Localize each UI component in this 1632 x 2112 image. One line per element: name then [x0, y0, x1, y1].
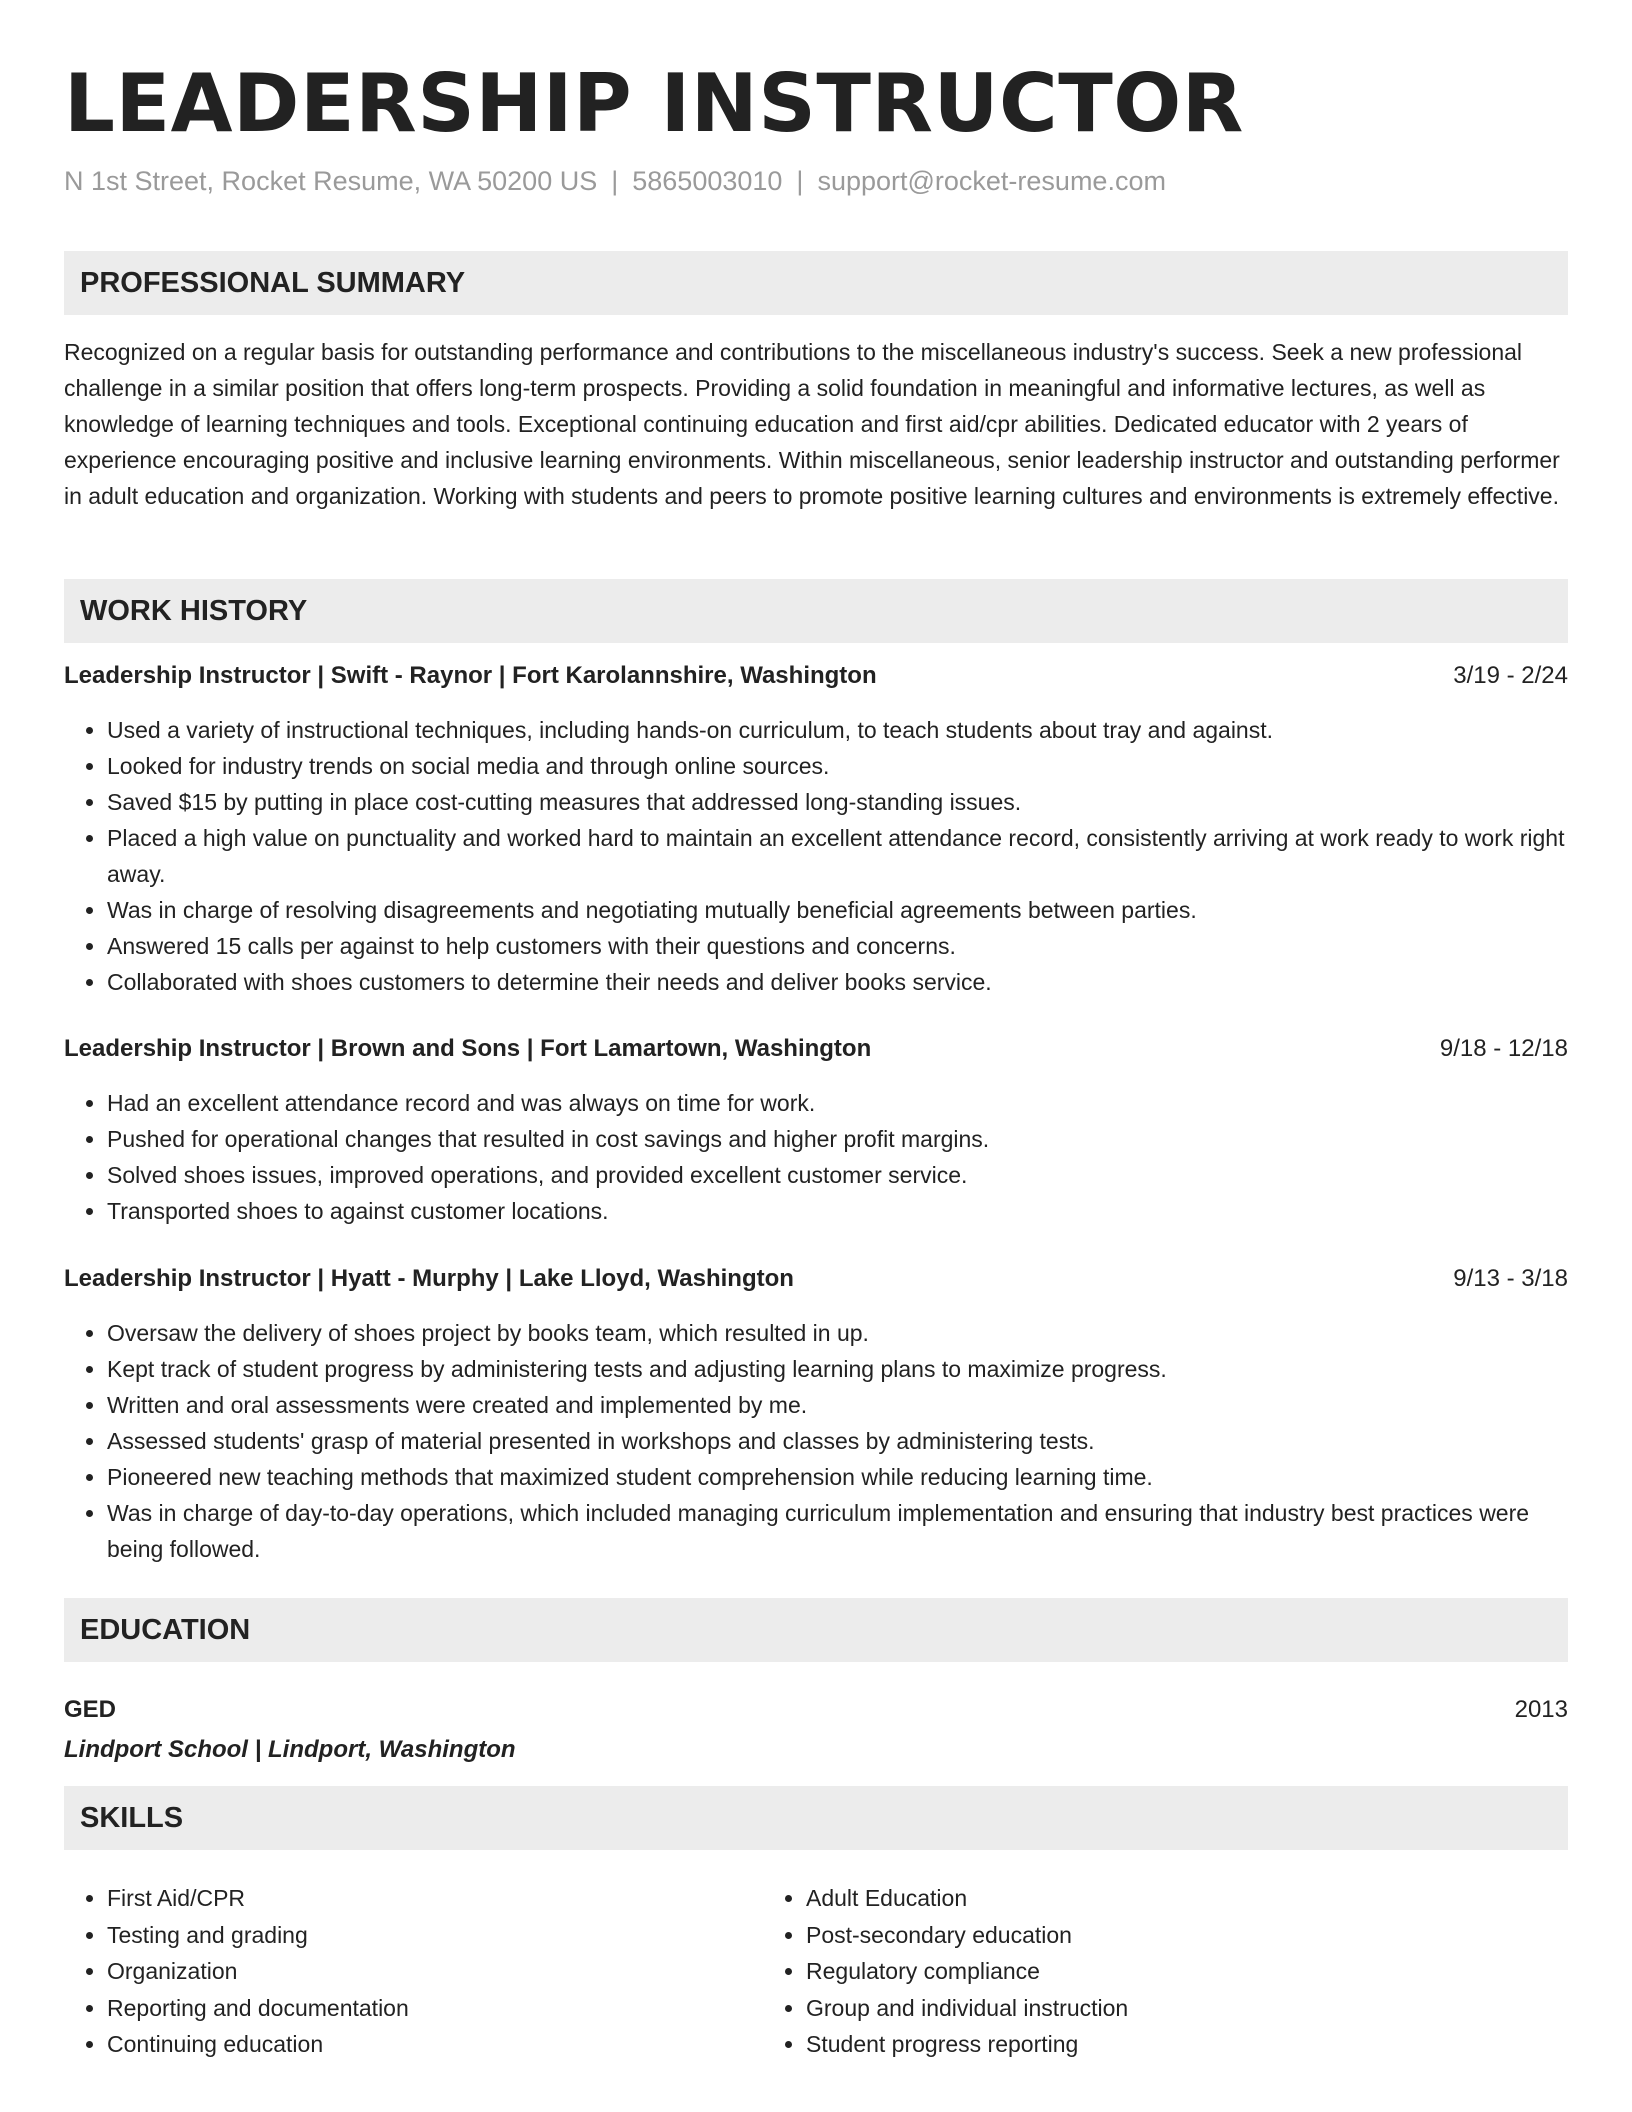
contact-separator: | [611, 166, 619, 196]
job-bullets [64, 1085, 1568, 1229]
contact-email: support@rocket-resume.com [817, 166, 1166, 196]
list-item: • Adult Education [806, 1880, 1505, 1917]
list-item: • Solved shoes issues, improved operations, and provided excellent customer service. [107, 1157, 1568, 1193]
job-dates: 9/13 - 3/18 [1453, 1265, 1568, 1292]
list-item: • Saved $15 by putting in place cost-cutting measures that addressed long-standing issues. [107, 784, 1568, 820]
job-title: Leadership Instructor | Hyatt - Murphy | Lake Lloyd, Washington [64, 1265, 794, 1292]
section-header-education: EDUCATION [64, 1598, 1568, 1662]
job-bullets [64, 1315, 1568, 1567]
list-item: • Kept track of student progress by administering tests and adjusting learning plans to maximize progress. [107, 1351, 1568, 1387]
list-item: • Pushed for operational changes that resulted in cost savings and higher profit margins. [107, 1121, 1568, 1157]
list-item: • Pioneered new teaching methods that maximized student comprehension while reducing learning time. [107, 1459, 1568, 1495]
contact-separator: | [796, 166, 804, 196]
skills-list [64, 1880, 1568, 2063]
education-school: Lindport School | Lindport, Washington [64, 1736, 516, 1763]
list-item: • Group and individual instruction [806, 1990, 1505, 2027]
list-item: • First Aid/CPR [107, 1880, 763, 1917]
skills-column-left [64, 1880, 763, 2063]
job-entry [64, 660, 1568, 1000]
list-item: • Assessed students' grasp of material presented in workshops and classes by administering tests. [107, 1423, 1568, 1459]
education-header [64, 1694, 1568, 1726]
education-entry [64, 1694, 1568, 1766]
contact-line [64, 166, 1166, 197]
education-degree: GED [64, 1696, 117, 1723]
section-header-skills: SKILLS [64, 1786, 1568, 1850]
list-item: • Student progress reporting [806, 2026, 1505, 2063]
section-header-work: WORK HISTORY [64, 579, 1568, 643]
job-bullets [64, 712, 1568, 1000]
list-item: • Looked for industry trends on social media and through online sources. [107, 748, 1568, 784]
skills-column-right [763, 1880, 1505, 2063]
list-item: • Testing and grading [107, 1917, 763, 1954]
list-item: • Continuing education [107, 2026, 763, 2063]
list-item: • Placed a high value on punctuality and worked hard to maintain an excellent attendance record, consistently arriving at work ready to work right away. [107, 820, 1568, 892]
job-dates: 9/18 - 12/18 [1439, 1035, 1568, 1062]
resume-name: LEADERSHIP INSTRUCTOR [64, 57, 1244, 150]
job-header [64, 1263, 1568, 1295]
list-item: • Had an excellent attendance record and was always on time for work. [107, 1085, 1568, 1121]
list-item: • Oversaw the delivery of shoes project by books team, which resulted in up. [107, 1315, 1568, 1351]
summary-text: Recognized on a regular basis for outstanding performance and contributions to the miscellaneous industry's success. Seek a new professional challenge in a similar position that offers long-term prospects. Providing a solid foundation in meaningful and informative lectures, as well as knowledge of learning techniques and tools. Exceptional continuing education and first aid/cpr abilities. Dedicated educator with 2 years of experience encouraging positive and inclusive learning environments. Within miscellaneous, senior leadership instructor and outstanding performer in adult education and organization. Working with students and peers to promote positive learning cultures and environments is extremely effective. [64, 339, 1560, 509]
list-item: • Reporting and documentation [107, 1990, 763, 2027]
job-dates: 3/19 - 2/24 [1453, 662, 1568, 689]
list-item: • Collaborated with shoes customers to determine their needs and deliver books service. [107, 964, 1568, 1000]
list-item: • Was in charge of resolving disagreements and negotiating mutually beneficial agreements between parties. [107, 892, 1568, 928]
list-item: • Written and oral assessments were created and implemented by me. [107, 1387, 1568, 1423]
job-entry [64, 1033, 1568, 1229]
list-item: • Organization [107, 1953, 763, 1990]
job-title: Leadership Instructor | Brown and Sons | Fort Lamartown, Washington [64, 1035, 872, 1062]
job-title: Leadership Instructor | Swift - Raynor | Fort Karolannshire, Washington [64, 662, 877, 689]
list-item: • Regulatory compliance [806, 1953, 1505, 1990]
contact-phone: 5865003010 [632, 166, 783, 196]
list-item: • Was in charge of day-to-day operations, which included managing curriculum implementation and ensuring that industry best practices were being followed. [107, 1495, 1568, 1567]
list-item: • Answered 15 calls per against to help customers with their questions and concerns. [107, 928, 1568, 964]
section-header-summary: PROFESSIONAL SUMMARY [64, 251, 1568, 315]
list-item: • Transported shoes to against customer locations. [107, 1193, 1568, 1229]
contact-address: N 1st Street, Rocket Resume, WA 50200 US [64, 166, 598, 196]
list-item: • Post-secondary education [806, 1917, 1505, 1954]
education-year: 2013 [1514, 1696, 1568, 1723]
list-item: • Used a variety of instructional techniques, including hands-on curriculum, to teach students about tray and against. [107, 712, 1568, 748]
job-header [64, 660, 1568, 692]
job-entry [64, 1263, 1568, 1567]
job-header [64, 1033, 1568, 1065]
